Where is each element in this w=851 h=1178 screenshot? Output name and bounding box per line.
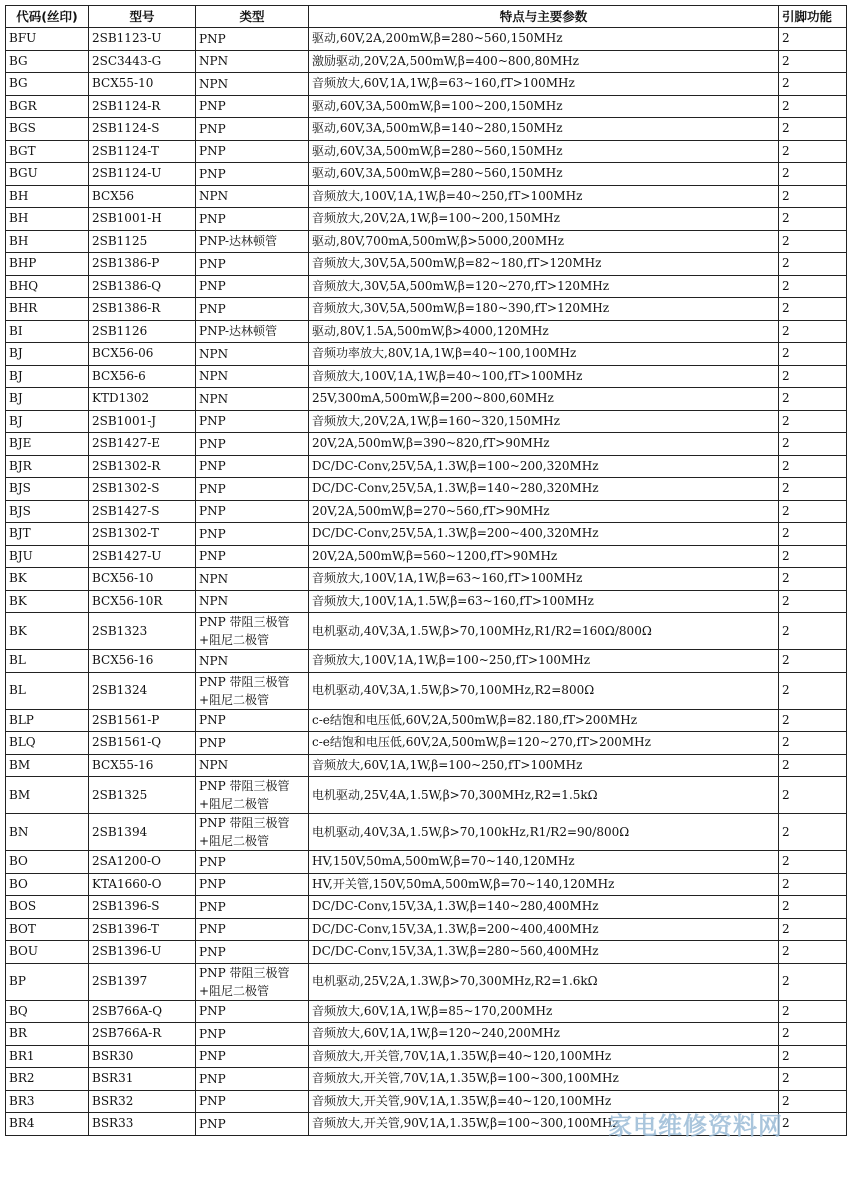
cell-model: 2SB1302-R xyxy=(89,455,196,478)
table-row xyxy=(6,140,847,163)
cell-code: BR4 xyxy=(6,1113,89,1136)
table-row xyxy=(6,410,847,433)
cell-pin-function: 2 xyxy=(779,185,847,208)
table-row xyxy=(6,590,847,613)
cell-code: BHR xyxy=(6,298,89,321)
cell-pin-function: 2 xyxy=(779,275,847,298)
cell-type: PNP xyxy=(196,918,309,941)
cell-features: 音频放大,60V,1A,1W,β=63~160,fT>100MHz xyxy=(309,73,779,96)
cell-type: PNP xyxy=(196,253,309,276)
cell-code: BGT xyxy=(6,140,89,163)
cell-type: PNP-达林顿管 xyxy=(196,230,309,253)
cell-code: BJS xyxy=(6,478,89,501)
cell-features: 20V,2A,500mW,β=390~820,fT>90MHz xyxy=(309,433,779,456)
cell-code: BL xyxy=(6,650,89,673)
cell-features: 音频放大,60V,1A,1W,β=100~250,fT>100MHz xyxy=(309,754,779,777)
cell-pin-function: 2 xyxy=(779,545,847,568)
cell-type: PNP xyxy=(196,523,309,546)
cell-code: BJU xyxy=(6,545,89,568)
cell-model: 2SB1126 xyxy=(89,320,196,343)
cell-features: 音频放大,60V,1A,1W,β=120~240,200MHz xyxy=(309,1023,779,1046)
table-row xyxy=(6,208,847,231)
table-row xyxy=(6,1000,847,1023)
cell-features: 电机驱动,40V,3A,1.5W,β>70,100MHz,R1/R2=160Ω/800Ω xyxy=(309,613,779,650)
cell-code: BR1 xyxy=(6,1045,89,1068)
header-code: 代码(丝印) xyxy=(6,6,89,28)
cell-type: PNP xyxy=(196,1000,309,1023)
cell-code: BG xyxy=(6,50,89,73)
header-model: 型号 xyxy=(89,6,196,28)
cell-model: BCX55-16 xyxy=(89,754,196,777)
cell-type: NPN xyxy=(196,568,309,591)
cell-code: BM xyxy=(6,754,89,777)
table-row xyxy=(6,650,847,673)
cell-code: BG xyxy=(6,73,89,96)
cell-pin-function: 2 xyxy=(779,410,847,433)
cell-features: 驱动,60V,3A,500mW,β=100~200,150MHz xyxy=(309,95,779,118)
cell-model: 2SC3443-G xyxy=(89,50,196,73)
cell-features: 音频放大,100V,1A,1W,β=40~100,fT>100MHz xyxy=(309,365,779,388)
cell-features: 音频功率放大,80V,1A,1W,β=40~100,100MHz xyxy=(309,343,779,366)
cell-pin-function: 2 xyxy=(779,1000,847,1023)
cell-pin-function: 2 xyxy=(779,320,847,343)
cell-features: DC/DC-Conv,15V,3A,1.3W,β=140~280,400MHz xyxy=(309,896,779,919)
cell-pin-function: 2 xyxy=(779,672,847,709)
cell-type: PNP xyxy=(196,298,309,321)
cell-model: 2SB1386-R xyxy=(89,298,196,321)
cell-type: PNP xyxy=(196,873,309,896)
cell-code: BJ xyxy=(6,410,89,433)
cell-features: 音频放大,开关管,90V,1A,1.35W,β=40~120,100MHz xyxy=(309,1090,779,1113)
cell-code: BK xyxy=(6,568,89,591)
cell-pin-function: 2 xyxy=(779,365,847,388)
cell-pin-function: 2 xyxy=(779,590,847,613)
cell-type: PNP xyxy=(196,709,309,732)
table-row xyxy=(6,298,847,321)
cell-pin-function: 2 xyxy=(779,388,847,411)
cell-pin-function: 2 xyxy=(779,298,847,321)
table-row xyxy=(6,568,847,591)
table-row xyxy=(6,343,847,366)
cell-model: 2SB1427-U xyxy=(89,545,196,568)
cell-model: BSR32 xyxy=(89,1090,196,1113)
cell-features: 音频放大,20V,2A,1W,β=160~320,150MHz xyxy=(309,410,779,433)
cell-pin-function: 2 xyxy=(779,941,847,964)
table-row xyxy=(6,500,847,523)
cell-pin-function: 2 xyxy=(779,208,847,231)
cell-pin-function: 2 xyxy=(779,50,847,73)
cell-pin-function: 2 xyxy=(779,118,847,141)
cell-features: 音频放大,30V,5A,500mW,β=120~270,fT>120MHz xyxy=(309,275,779,298)
cell-type: PNP xyxy=(196,1023,309,1046)
cell-type: PNP xyxy=(196,455,309,478)
cell-type: NPN xyxy=(196,73,309,96)
cell-model: 2SB766A-R xyxy=(89,1023,196,1046)
cell-model: 2SB1302-S xyxy=(89,478,196,501)
cell-features: HV,150V,50mA,500mW,β=70~140,120MHz xyxy=(309,851,779,874)
cell-features: 25V,300mA,500mW,β=200~800,60MHz xyxy=(309,388,779,411)
table-row xyxy=(6,95,847,118)
table-row xyxy=(6,28,847,51)
cell-model: 2SB1123-U xyxy=(89,28,196,51)
cell-type: PNP xyxy=(196,410,309,433)
cell-features: DC/DC-Conv,25V,5A,1.3W,β=100~200,320MHz xyxy=(309,455,779,478)
cell-type: PNP xyxy=(196,1090,309,1113)
cell-type: PNP xyxy=(196,896,309,919)
cell-model: 2SB1125 xyxy=(89,230,196,253)
cell-type: PNP 带阻三极管+阻尼二极管 xyxy=(196,777,309,814)
cell-model: 2SB1396-S xyxy=(89,896,196,919)
table-row xyxy=(6,455,847,478)
cell-model: 2SB1325 xyxy=(89,777,196,814)
cell-code: BJ xyxy=(6,343,89,366)
cell-features: 20V,2A,500mW,β=270~560,fT>90MHz xyxy=(309,500,779,523)
cell-model: BCX56-06 xyxy=(89,343,196,366)
cell-pin-function: 2 xyxy=(779,95,847,118)
cell-type: PNP xyxy=(196,732,309,755)
cell-type: PNP 带阻三极管+阻尼二极管 xyxy=(196,814,309,851)
table-row xyxy=(6,963,847,1000)
cell-features: HV,开关管,150V,50mA,500mW,β=70~140,120MHz xyxy=(309,873,779,896)
cell-model: 2SB1124-R xyxy=(89,95,196,118)
cell-code: BLQ xyxy=(6,732,89,755)
cell-model: BCX56-10 xyxy=(89,568,196,591)
cell-pin-function: 2 xyxy=(779,754,847,777)
cell-code: BO xyxy=(6,873,89,896)
cell-model: 2SB1124-T xyxy=(89,140,196,163)
cell-code: BK xyxy=(6,590,89,613)
cell-code: BN xyxy=(6,814,89,851)
cell-model: 2SB766A-Q xyxy=(89,1000,196,1023)
cell-pin-function: 2 xyxy=(779,851,847,874)
cell-features: c-e结饱和电压低,60V,2A,500mW,β=82.180,fT>200MHz xyxy=(309,709,779,732)
cell-pin-function: 2 xyxy=(779,568,847,591)
table-row xyxy=(6,918,847,941)
table-row xyxy=(6,275,847,298)
cell-type: PNP xyxy=(196,433,309,456)
cell-model: KTA1660-O xyxy=(89,873,196,896)
cell-code: BO xyxy=(6,851,89,874)
cell-type: NPN xyxy=(196,50,309,73)
cell-pin-function: 2 xyxy=(779,230,847,253)
cell-model: 2SB1323 xyxy=(89,613,196,650)
cell-pin-function: 2 xyxy=(779,28,847,51)
cell-type: NPN xyxy=(196,754,309,777)
cell-model: 2SB1396-T xyxy=(89,918,196,941)
cell-model: 2SB1386-Q xyxy=(89,275,196,298)
cell-pin-function: 2 xyxy=(779,709,847,732)
cell-code: BOT xyxy=(6,918,89,941)
cell-type: PNP xyxy=(196,208,309,231)
cell-code: BJS xyxy=(6,500,89,523)
cell-code: BOS xyxy=(6,896,89,919)
cell-type: PNP xyxy=(196,1068,309,1091)
cell-type: PNP xyxy=(196,1045,309,1068)
cell-features: 20V,2A,500mW,β=560~1200,fT>90MHz xyxy=(309,545,779,568)
cell-pin-function: 2 xyxy=(779,918,847,941)
cell-model: BSR30 xyxy=(89,1045,196,1068)
table-row xyxy=(6,433,847,456)
cell-pin-function: 2 xyxy=(779,500,847,523)
cell-type: PNP 带阻三极管+阻尼二极管 xyxy=(196,963,309,1000)
cell-type: PNP xyxy=(196,941,309,964)
cell-features: 音频放大,100V,1A,1W,β=63~160,fT>100MHz xyxy=(309,568,779,591)
table-row xyxy=(6,185,847,208)
cell-model: 2SB1001-J xyxy=(89,410,196,433)
table-row xyxy=(6,814,847,851)
cell-pin-function: 2 xyxy=(779,523,847,546)
component-table-sheet xyxy=(5,5,846,1136)
cell-features: 音频放大,100V,1A,1W,β=100~250,fT>100MHz xyxy=(309,650,779,673)
cell-pin-function: 2 xyxy=(779,478,847,501)
cell-model: 2SB1394 xyxy=(89,814,196,851)
cell-pin-function: 2 xyxy=(779,963,847,1000)
table-row xyxy=(6,777,847,814)
cell-model: 2SB1427-S xyxy=(89,500,196,523)
table-row xyxy=(6,732,847,755)
cell-code: BQ xyxy=(6,1000,89,1023)
cell-code: BGS xyxy=(6,118,89,141)
cell-type: PNP xyxy=(196,118,309,141)
table-row xyxy=(6,545,847,568)
cell-pin-function: 2 xyxy=(779,433,847,456)
cell-features: 驱动,80V,1.5A,500mW,β>4000,120MHz xyxy=(309,320,779,343)
table-row xyxy=(6,163,847,186)
table-row xyxy=(6,873,847,896)
cell-model: KTD1302 xyxy=(89,388,196,411)
cell-code: BM xyxy=(6,777,89,814)
cell-code: BHQ xyxy=(6,275,89,298)
cell-type: PNP xyxy=(196,95,309,118)
cell-code: BI xyxy=(6,320,89,343)
cell-type: PNP 带阻三极管+阻尼二极管 xyxy=(196,613,309,650)
cell-model: 2SB1124-U xyxy=(89,163,196,186)
header-features: 特点与主要参数 xyxy=(309,6,779,28)
header-pin-function: 引脚功能 xyxy=(779,6,847,28)
table-row xyxy=(6,478,847,501)
cell-features: c-e结饱和电压低,60V,2A,500mW,β=120~270,fT>200MHz xyxy=(309,732,779,755)
cell-pin-function: 2 xyxy=(779,732,847,755)
cell-model: BCX56 xyxy=(89,185,196,208)
cell-model: 2SB1386-P xyxy=(89,253,196,276)
cell-model: BCX56-10R xyxy=(89,590,196,613)
table-row xyxy=(6,1068,847,1091)
cell-pin-function: 2 xyxy=(779,1045,847,1068)
cell-model: 2SB1124-S xyxy=(89,118,196,141)
cell-code: BP xyxy=(6,963,89,1000)
cell-type: PNP xyxy=(196,275,309,298)
cell-model: BCX56-6 xyxy=(89,365,196,388)
cell-features: 音频放大,30V,5A,500mW,β=180~390,fT>120MHz xyxy=(309,298,779,321)
cell-code: BHP xyxy=(6,253,89,276)
cell-pin-function: 2 xyxy=(779,1068,847,1091)
cell-model: BSR33 xyxy=(89,1113,196,1136)
cell-type: PNP xyxy=(196,28,309,51)
cell-code: BJT xyxy=(6,523,89,546)
cell-model: 2SB1396-U xyxy=(89,941,196,964)
cell-pin-function: 2 xyxy=(779,873,847,896)
cell-pin-function: 2 xyxy=(779,343,847,366)
table-row xyxy=(6,851,847,874)
cell-type: NPN xyxy=(196,365,309,388)
table-row xyxy=(6,320,847,343)
cell-type: PNP xyxy=(196,545,309,568)
table-row xyxy=(6,388,847,411)
cell-features: 电机驱动,25V,2A,1.3W,β>70,300MHz,R2=1.6kΩ xyxy=(309,963,779,1000)
cell-features: 驱动,60V,3A,500mW,β=280~560,150MHz xyxy=(309,163,779,186)
cell-features: 电机驱动,40V,3A,1.5W,β>70,100kHz,R1/R2=90/800Ω xyxy=(309,814,779,851)
table-row xyxy=(6,523,847,546)
cell-features: 驱动,60V,2A,200mW,β=280~560,150MHz xyxy=(309,28,779,51)
cell-pin-function: 2 xyxy=(779,163,847,186)
cell-model: 2SB1561-Q xyxy=(89,732,196,755)
cell-code: BH xyxy=(6,230,89,253)
cell-model: 2SB1427-E xyxy=(89,433,196,456)
cell-features: 电机驱动,40V,3A,1.5W,β>70,100MHz,R2=800Ω xyxy=(309,672,779,709)
cell-model: 2SB1561-P xyxy=(89,709,196,732)
cell-pin-function: 2 xyxy=(779,1113,847,1136)
table-row xyxy=(6,230,847,253)
cell-code: BFU xyxy=(6,28,89,51)
cell-features: 音频放大,100V,1A,1.5W,β=63~160,fT>100MHz xyxy=(309,590,779,613)
cell-model: 2SB1001-H xyxy=(89,208,196,231)
cell-model: BCX56-16 xyxy=(89,650,196,673)
cell-pin-function: 2 xyxy=(779,253,847,276)
table-row xyxy=(6,613,847,650)
cell-pin-function: 2 xyxy=(779,1090,847,1113)
cell-code: BJ xyxy=(6,388,89,411)
table-row xyxy=(6,1045,847,1068)
cell-type: PNP xyxy=(196,478,309,501)
cell-features: DC/DC-Conv,15V,3A,1.3W,β=280~560,400MHz xyxy=(309,941,779,964)
cell-type: NPN xyxy=(196,650,309,673)
table-row xyxy=(6,1023,847,1046)
cell-pin-function: 2 xyxy=(779,1023,847,1046)
cell-features: DC/DC-Conv,15V,3A,1.3W,β=200~400,400MHz xyxy=(309,918,779,941)
cell-features: 电机驱动,25V,4A,1.5W,β>70,300MHz,R2=1.5kΩ xyxy=(309,777,779,814)
cell-pin-function: 2 xyxy=(779,73,847,96)
cell-features: DC/DC-Conv,25V,5A,1.3W,β=140~280,320MHz xyxy=(309,478,779,501)
cell-pin-function: 2 xyxy=(779,777,847,814)
cell-code: BGR xyxy=(6,95,89,118)
cell-code: BJ xyxy=(6,365,89,388)
smd-code-table xyxy=(5,5,847,1136)
cell-type: NPN xyxy=(196,388,309,411)
cell-type: NPN xyxy=(196,343,309,366)
table-body xyxy=(6,28,847,1136)
table-row xyxy=(6,754,847,777)
header-type: 类型 xyxy=(196,6,309,28)
cell-features: 驱动,60V,3A,500mW,β=140~280,150MHz xyxy=(309,118,779,141)
cell-pin-function: 2 xyxy=(779,814,847,851)
cell-type: PNP xyxy=(196,851,309,874)
cell-code: BR3 xyxy=(6,1090,89,1113)
cell-type: PNP xyxy=(196,163,309,186)
cell-features: 音频放大,60V,1A,1W,β=85~170,200MHz xyxy=(309,1000,779,1023)
table-row xyxy=(6,73,847,96)
cell-features: 激励驱动,20V,2A,500mW,β=400~800,80MHz xyxy=(309,50,779,73)
cell-features: 音频放大,100V,1A,1W,β=40~250,fT>100MHz xyxy=(309,185,779,208)
cell-features: 音频放大,开关管,70V,1A,1.35W,β=40~120,100MHz xyxy=(309,1045,779,1068)
cell-features: 驱动,80V,700mA,500mW,β>5000,200MHz xyxy=(309,230,779,253)
table-row xyxy=(6,50,847,73)
cell-code: BLP xyxy=(6,709,89,732)
cell-pin-function: 2 xyxy=(779,455,847,478)
cell-model: 2SB1324 xyxy=(89,672,196,709)
cell-type: PNP xyxy=(196,1113,309,1136)
cell-type: PNP 带阻三极管+阻尼二极管 xyxy=(196,672,309,709)
table-row xyxy=(6,941,847,964)
table-row xyxy=(6,709,847,732)
cell-code: BH xyxy=(6,185,89,208)
table-row xyxy=(6,365,847,388)
cell-type: PNP-达林顿管 xyxy=(196,320,309,343)
cell-pin-function: 2 xyxy=(779,650,847,673)
cell-features: 音频放大,20V,2A,1W,β=100~200,150MHz xyxy=(309,208,779,231)
table-row xyxy=(6,118,847,141)
cell-code: BOU xyxy=(6,941,89,964)
cell-code: BH xyxy=(6,208,89,231)
cell-features: 音频放大,开关管,90V,1A,1.35W,β=100~300,100MHz xyxy=(309,1113,779,1136)
cell-model: 2SA1200-O xyxy=(89,851,196,874)
cell-code: BJR xyxy=(6,455,89,478)
table-row xyxy=(6,253,847,276)
cell-pin-function: 2 xyxy=(779,896,847,919)
site-watermark: 家电维修资料网 xyxy=(608,1112,783,1140)
cell-features: 驱动,60V,3A,500mW,β=280~560,150MHz xyxy=(309,140,779,163)
cell-pin-function: 2 xyxy=(779,613,847,650)
cell-type: PNP xyxy=(196,500,309,523)
cell-code: BGU xyxy=(6,163,89,186)
cell-type: NPN xyxy=(196,590,309,613)
cell-type: PNP xyxy=(196,140,309,163)
cell-code: BK xyxy=(6,613,89,650)
table-row xyxy=(6,896,847,919)
header-row xyxy=(6,6,847,28)
cell-model: 2SB1397 xyxy=(89,963,196,1000)
cell-model: 2SB1302-T xyxy=(89,523,196,546)
cell-code: BR xyxy=(6,1023,89,1046)
cell-features: DC/DC-Conv,25V,5A,1.3W,β=200~400,320MHz xyxy=(309,523,779,546)
cell-model: BSR31 xyxy=(89,1068,196,1091)
cell-model: BCX55-10 xyxy=(89,73,196,96)
table-row xyxy=(6,672,847,709)
cell-type: NPN xyxy=(196,185,309,208)
cell-code: BR2 xyxy=(6,1068,89,1091)
cell-code: BL xyxy=(6,672,89,709)
cell-features: 音频放大,开关管,70V,1A,1.35W,β=100~300,100MHz xyxy=(309,1068,779,1091)
cell-code: BJE xyxy=(6,433,89,456)
cell-features: 音频放大,30V,5A,500mW,β=82~180,fT>120MHz xyxy=(309,253,779,276)
cell-pin-function: 2 xyxy=(779,140,847,163)
